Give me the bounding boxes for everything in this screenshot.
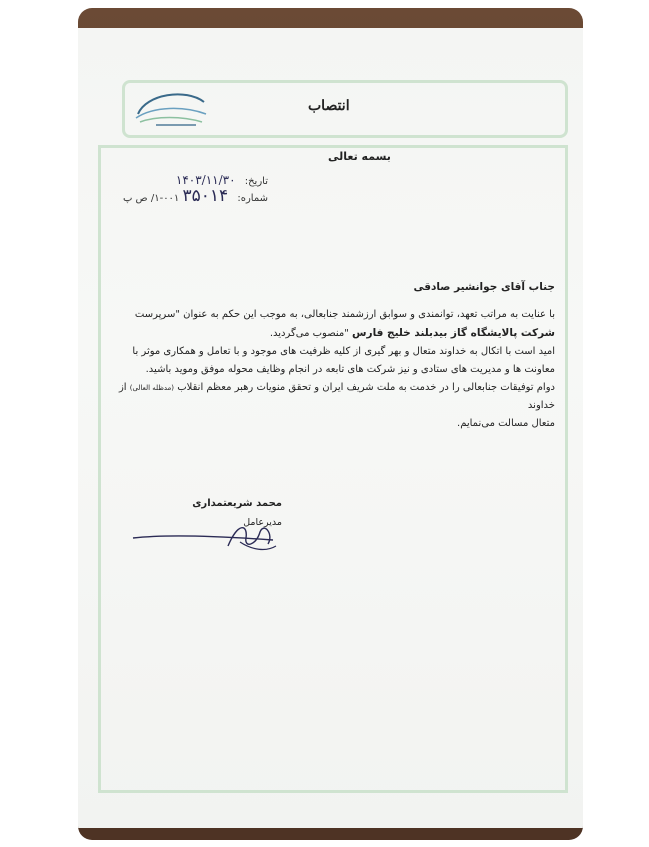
- body-line: [100, 379, 555, 415]
- signer-title: مدیرعامل: [243, 517, 282, 528]
- body-line: امید است با اتکال به خداوند متعال و بهر گیری از کلیه ظرفیت های موجود و با تعامل و همکاری موثر با: [132, 346, 555, 357]
- salutation: جناب آقای جوانشیر صادقی: [413, 281, 555, 293]
- body-fragment: از خداوند: [118, 382, 555, 411]
- company-name: شرکت پالایشگاه گاز بیدبلند خلیج فارس: [352, 327, 555, 339]
- body-fragment: دوام توفیقات جنابعالی را در خدمت به ملت شریف ایران و تحقق منویات رهبر معظم انقلاب: [174, 382, 555, 393]
- document-photo: [78, 8, 583, 840]
- body-fragment: "منصوب می‌گردید.: [269, 328, 353, 339]
- date-label: تاریخ:: [244, 176, 268, 187]
- letter-body: [100, 278, 555, 433]
- company-logo: [126, 80, 216, 134]
- letter-meta: [118, 173, 268, 206]
- number-label: شماره:: [237, 193, 268, 204]
- body-frame: [98, 145, 568, 793]
- date-value: ۱۴۰۳/۱۱/۳۰: [175, 173, 236, 187]
- number-suffix: ۰۰۱-۱/ ص پ: [122, 193, 180, 204]
- signer-name: محمد شریعتمداری: [192, 498, 282, 509]
- body-line: متعال مسالت می‌نمایم.: [457, 418, 555, 429]
- body-line: [100, 324, 555, 343]
- handwritten-signature: [128, 516, 278, 556]
- body-line: معاونت ها و مدیریت های ستادی و نیز شرکت های تابعه در انجام وظایف محوله موفق وموید باشید.: [145, 364, 555, 375]
- letter-sheet: [78, 28, 583, 828]
- number-value: ۳۵۰۱۴: [182, 186, 229, 206]
- body-line: با عنایت به مراتب تعهد، توانمندی و سوابق ارزشمند جنابعالی، به موجب این حکم به عنوان "سرپرست: [134, 309, 555, 320]
- honorific: (مدظله العالی): [129, 384, 175, 392]
- bismillah-line: بسمه تعالی: [328, 150, 391, 163]
- number-row: [118, 186, 268, 206]
- letter-heading: انتصاب: [308, 98, 350, 114]
